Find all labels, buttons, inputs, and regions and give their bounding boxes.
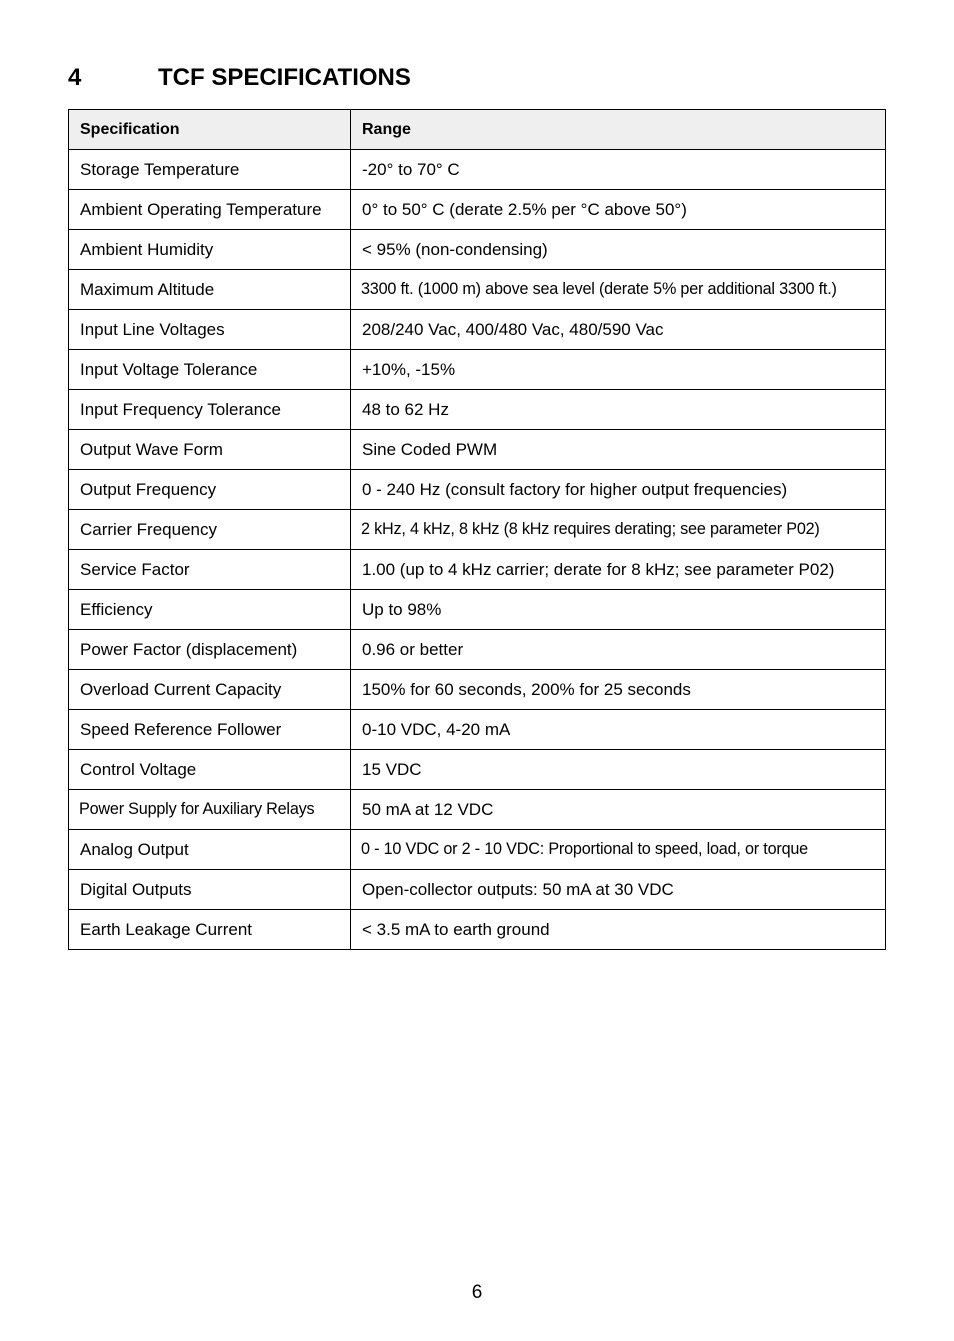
spec-cell: Earth Leakage Current bbox=[69, 910, 351, 950]
section-heading bbox=[68, 63, 411, 93]
range-cell: Up to 98% bbox=[351, 590, 886, 630]
section-title: TCF SPECIFICATIONS bbox=[158, 64, 411, 91]
spec-cell: Maximum Altitude bbox=[69, 270, 351, 310]
section-number: 4 bbox=[68, 64, 82, 91]
spec-cell: Power Factor (displacement) bbox=[69, 630, 351, 670]
spec-cell: Control Voltage bbox=[69, 750, 351, 790]
table-row bbox=[69, 710, 886, 750]
table-row bbox=[69, 310, 886, 350]
range-cell: 0° to 50° C (derate 2.5% per °C above 50°) bbox=[351, 190, 886, 230]
spec-cell: Power Supply for Auxiliary Relays bbox=[69, 790, 351, 830]
table-row bbox=[69, 390, 886, 430]
spec-cell: Output Wave Form bbox=[69, 430, 351, 470]
range-cell: 50 mA at 12 VDC bbox=[351, 790, 886, 830]
table-row bbox=[69, 150, 886, 190]
range-cell: 0.96 or better bbox=[351, 630, 886, 670]
table-row bbox=[69, 790, 886, 830]
range-cell: +10%, -15% bbox=[351, 350, 886, 390]
table-row bbox=[69, 470, 886, 510]
table-row bbox=[69, 430, 886, 470]
spec-cell: Overload Current Capacity bbox=[69, 670, 351, 710]
spec-cell: Efficiency bbox=[69, 590, 351, 630]
spec-cell: Input Voltage Tolerance bbox=[69, 350, 351, 390]
spec-cell: Speed Reference Follower bbox=[69, 710, 351, 750]
range-cell: 3300 ft. (1000 m) above sea level (derate 5% per additional 3300 ft.) bbox=[351, 270, 886, 310]
spec-cell: Service Factor bbox=[69, 550, 351, 590]
range-cell: 1.00 (up to 4 kHz carrier; derate for 8 kHz; see parameter P02) bbox=[351, 550, 886, 590]
spec-cell: Ambient Operating Temperature bbox=[69, 190, 351, 230]
table-row bbox=[69, 350, 886, 390]
table-row bbox=[69, 750, 886, 790]
table-row bbox=[69, 510, 886, 550]
table-row bbox=[69, 270, 886, 310]
range-cell: 48 to 62 Hz bbox=[351, 390, 886, 430]
spec-cell: Carrier Frequency bbox=[69, 510, 351, 550]
range-cell: 2 kHz, 4 kHz, 8 kHz (8 kHz requires derating; see parameter P02) bbox=[351, 510, 886, 550]
range-cell: Open-collector outputs: 50 mA at 30 VDC bbox=[351, 870, 886, 910]
range-cell: -20° to 70° C bbox=[351, 150, 886, 190]
table-row bbox=[69, 870, 886, 910]
range-cell: 15 VDC bbox=[351, 750, 886, 790]
table-header-row bbox=[69, 110, 886, 150]
spec-cell: Digital Outputs bbox=[69, 870, 351, 910]
table-row bbox=[69, 230, 886, 270]
spec-cell: Input Line Voltages bbox=[69, 310, 351, 350]
spec-cell: Input Frequency Tolerance bbox=[69, 390, 351, 430]
range-cell: 208/240 Vac, 400/480 Vac, 480/590 Vac bbox=[351, 310, 886, 350]
table-row bbox=[69, 670, 886, 710]
range-cell: 0 - 240 Hz (consult factory for higher output frequencies) bbox=[351, 470, 886, 510]
range-cell: 150% for 60 seconds, 200% for 25 seconds bbox=[351, 670, 886, 710]
spec-cell: Output Frequency bbox=[69, 470, 351, 510]
range-cell: 0-10 VDC, 4-20 mA bbox=[351, 710, 886, 750]
table-row bbox=[69, 590, 886, 630]
specifications-table bbox=[68, 109, 886, 950]
header-range: Range bbox=[351, 110, 886, 150]
table-row bbox=[69, 630, 886, 670]
spec-cell: Analog Output bbox=[69, 830, 351, 870]
range-cell: < 3.5 mA to earth ground bbox=[351, 910, 886, 950]
spec-cell: Storage Temperature bbox=[69, 150, 351, 190]
range-cell: < 95% (non-condensing) bbox=[351, 230, 886, 270]
table-row bbox=[69, 830, 886, 870]
page-number: 6 bbox=[471, 1282, 483, 1303]
table-row bbox=[69, 910, 886, 950]
table-row bbox=[69, 190, 886, 230]
spec-cell: Ambient Humidity bbox=[69, 230, 351, 270]
table-row bbox=[69, 550, 886, 590]
range-cell: 0 - 10 VDC or 2 - 10 VDC: Proportional to speed, load, or torque bbox=[351, 830, 886, 870]
header-specification: Specification bbox=[69, 110, 351, 150]
range-cell: Sine Coded PWM bbox=[351, 430, 886, 470]
